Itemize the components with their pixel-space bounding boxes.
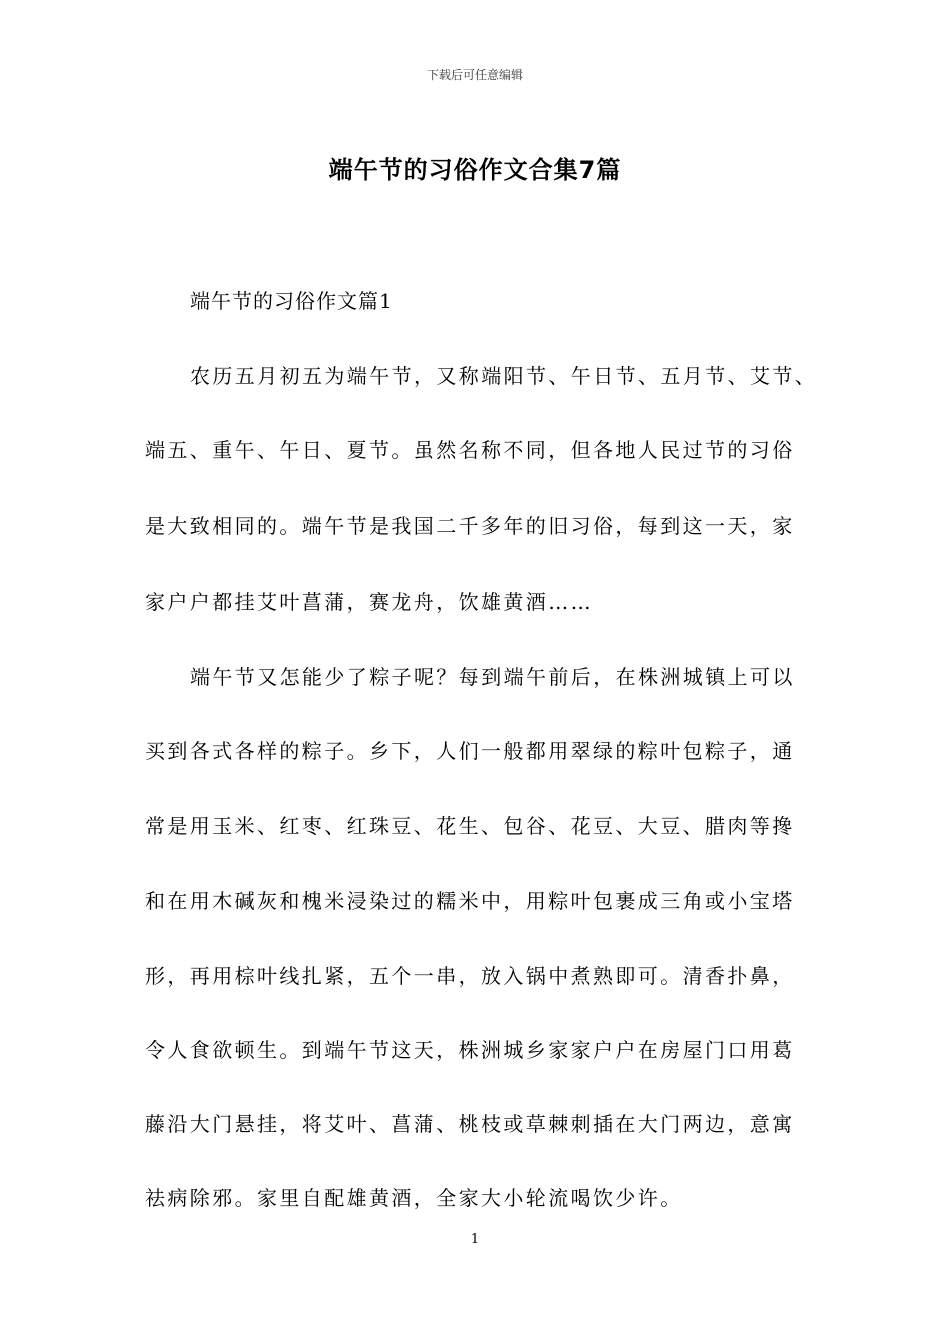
paragraph-2-line-6: 令人食欲顿生。到端午节这天，株洲城乡家家户户在房屋门口用葛 [145, 1038, 795, 1062]
paragraph-1-line-3: 是大致相同的。端午节是我国二千多年的旧习俗，每到这一天，家 [145, 514, 795, 538]
paragraph-2-line-5: 形，再用棕叶线扎紧，五个一串，放入锅中煮熟即可。清香扑鼻， [145, 964, 795, 988]
paragraph-2-line-4: 和在用木碱灰和槐米浸染过的糯米中，用粽叶包裹成三角或小宝塔 [145, 889, 795, 913]
paragraph-2-line-3: 常是用玉米、红枣、红珠豆、花生、包谷、花豆、大豆、腊肉等搀 [145, 814, 795, 838]
paragraph-2-line-1: 端午节又怎能少了粽子呢？每到端午前后，在株洲城镇上可以 [190, 665, 795, 689]
paragraph-1-line-4: 家户户都挂艾叶菖蒲，赛龙舟，饮雄黄酒…… [145, 590, 593, 614]
page-number: 1 [470, 1232, 480, 1247]
paragraph-2-line-8: 祛病除邪。家里自配雄黄酒，全家大小轮流喝饮少许。 [145, 1186, 683, 1210]
header-note: 下载后可任意编辑 [426, 68, 523, 82]
paragraph-1-line-1: 农历五月初五为端午节，又称端阳节、午日节、五月节、艾节、 [190, 364, 818, 388]
paragraph-1-line-2: 端五、重午、午日、夏节。虽然名称不同，但各地人民过节的习俗 [145, 438, 795, 462]
paragraph-2-line-7: 藤沿大门悬挂，将艾叶、菖蒲、桃枝或草棘刺插在大门两边，意寓 [145, 1112, 795, 1136]
document-title: 端午节的习俗作文合集7篇 [328, 156, 622, 184]
section-heading: 端午节的习俗作文篇1 [190, 289, 393, 313]
paragraph-2-line-2: 买到各式各样的粽子。乡下，人们一般都用翠绿的粽叶包粽子，通 [145, 739, 795, 763]
